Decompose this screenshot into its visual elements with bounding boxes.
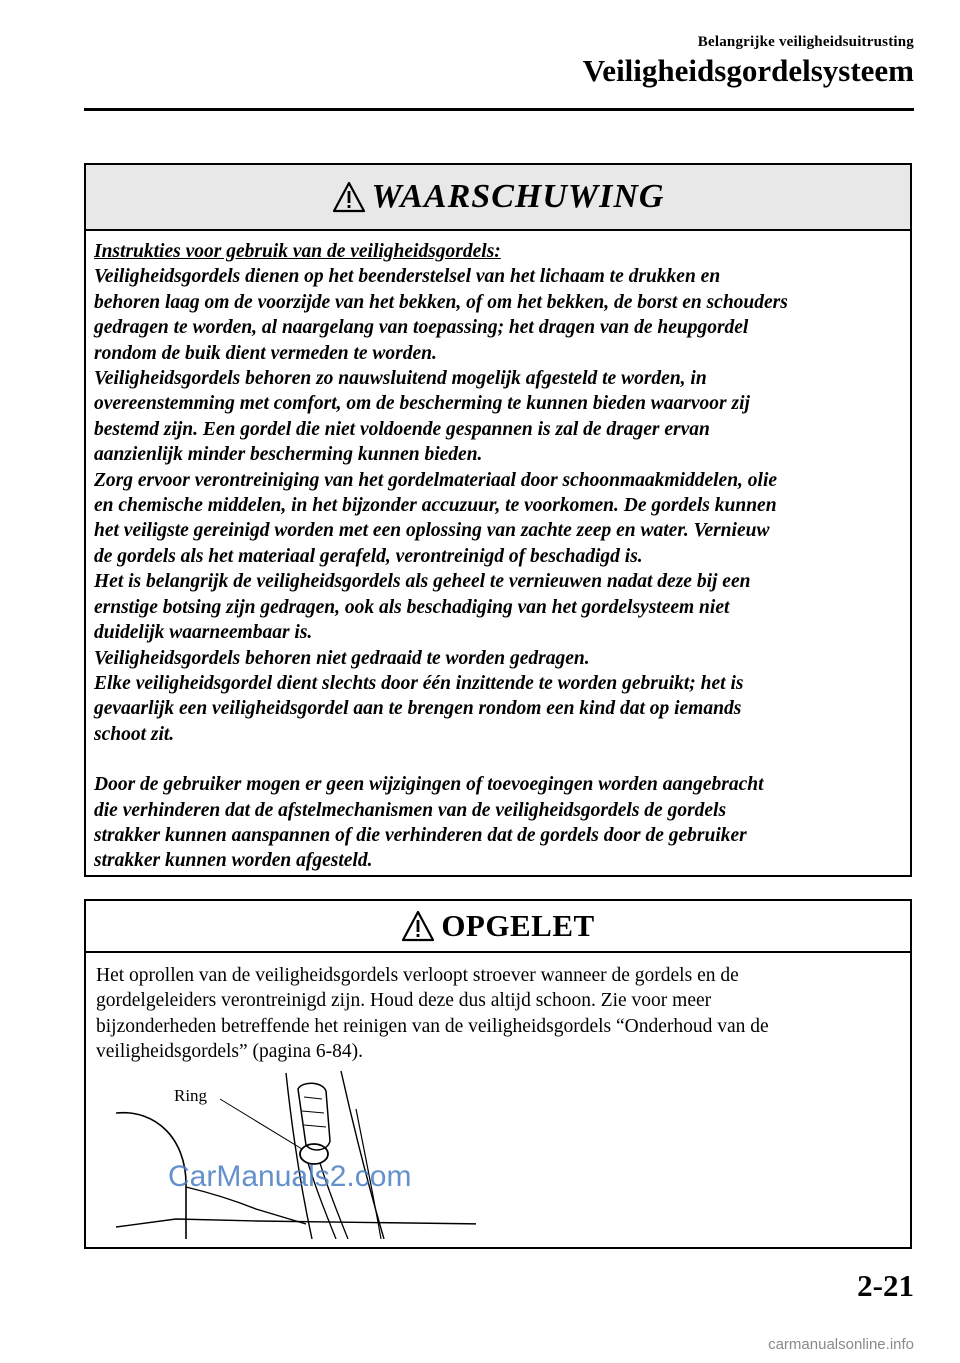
warning-line: duidelijk waarneembaar is. (94, 622, 313, 644)
warning-line: overeenstemming met comfort, om de bescherming te kunnen bieden waarvoor zij (94, 393, 750, 415)
caution-line: bijzonderheden betreffende het reinigen van de veiligheidsgordels “Onderhoud van de (96, 1015, 769, 1037)
caution-box (84, 899, 912, 1249)
warning-line: Het is belangrijk de veiligheidsgordels als geheel te vernieuwen nadat deze bij een (94, 571, 751, 593)
warning-line: het veiligste gereinigd worden met een oplossing van zachte zeep en water. Vernieuw (94, 520, 770, 542)
header-rule (84, 108, 914, 111)
caution-line: Het oprollen van de veiligheidsgordels verloopt stroever wanneer de gordels en de (96, 965, 739, 986)
warning-line: aanzienlijk minder bescherming kunnen bieden. (94, 444, 483, 466)
footer-watermark: carmanualsonline.info (768, 1336, 914, 1353)
warning-line: gevaarlijk een veiligheidsgordel aan te brengen rondom een kind dat op iemands (94, 698, 742, 720)
caution-header (86, 901, 910, 953)
warning-triangle-icon (401, 910, 435, 942)
warning-line: Zorg ervoor verontreiniging van het gordelmateriaal door schoonmaakmiddelen, olie (94, 469, 778, 491)
page-header (583, 34, 914, 86)
warning-line: die verhinderen dat de afstelmechanismen van de veiligheidsgordels de gordels (94, 799, 727, 821)
warning-header (86, 165, 910, 231)
section-title: Belangrijke veiligheidsuitrusting (697, 34, 914, 50)
warning-line: de gordels als het materiaal gerafeld, verontreinigd of beschadigd is. (94, 545, 643, 567)
warning-line: en chemische middelen, in het bijzonder accuzuur, te voorkomen. De gordels kunnen (94, 495, 777, 517)
chapter-title: Veiligheidsgordelsysteem (582, 53, 914, 88)
ring-label: Ring (174, 1086, 208, 1105)
caution-title: OPGELET (441, 908, 595, 943)
warning-line: gedragen te worden, al naargelang van toepassing; het dragen van de heupgordel (94, 317, 749, 339)
caution-line: veiligheidsgordels” (pagina 6-84). (96, 1041, 363, 1063)
warning-heading: Instrukties voor gebruik van de veiligheidsgordels: (94, 241, 501, 262)
warning-line: behoren laag om de voorzijde van het bekken, of om het bekken, de borst en schouders (94, 291, 788, 313)
warning-line: ernstige botsing zijn gedragen, ook als beschadiging van het gordelsysteem niet (94, 596, 730, 618)
page-number: 2-21 (857, 1268, 914, 1303)
warning-line: rondom de buik dient vermeden te worden. (94, 342, 437, 364)
warning-triangle-icon (332, 181, 366, 213)
caution-line: gordelgeleiders verontreinigd zijn. Houd deze dus altijd schoon. Zie voor meer (96, 990, 712, 1012)
warning-line: Veiligheidsgordels dienen op het beenderstelsel van het lichaam te drukken en (94, 266, 721, 288)
warning-line: schoot zit. (94, 723, 175, 745)
warning-line: Elke veiligheidsgordel dient slechts door één inzittende te worden gebruikt; het is (94, 672, 744, 694)
warning-line: Door de gebruiker mogen er geen wijzigingen of toevoegingen worden aangebracht (94, 774, 764, 796)
warning-box (84, 163, 912, 877)
watermark: CarManuals2.com (168, 1160, 412, 1193)
caution-body (86, 953, 910, 1065)
warning-line: strakker kunnen aanspannen of die verhinderen dat de gordels door de gebruiker (94, 824, 747, 846)
warning-line: strakker kunnen worden afgesteld. (94, 850, 373, 872)
warning-body (86, 231, 910, 874)
warning-line: Veiligheidsgordels behoren zo nauwsluitend mogelijk afgesteld te worden, in (94, 368, 707, 390)
warning-line: bestemd zijn. Een gordel die niet voldoende gespannen is zal de drager ervan (94, 418, 710, 440)
warning-title: WAARSCHUWING (371, 178, 665, 215)
seatbelt-ring-illustration (116, 1069, 476, 1239)
warning-line: Veiligheidsgordels behoren niet gedraaid te worden gedragen. (94, 647, 590, 669)
